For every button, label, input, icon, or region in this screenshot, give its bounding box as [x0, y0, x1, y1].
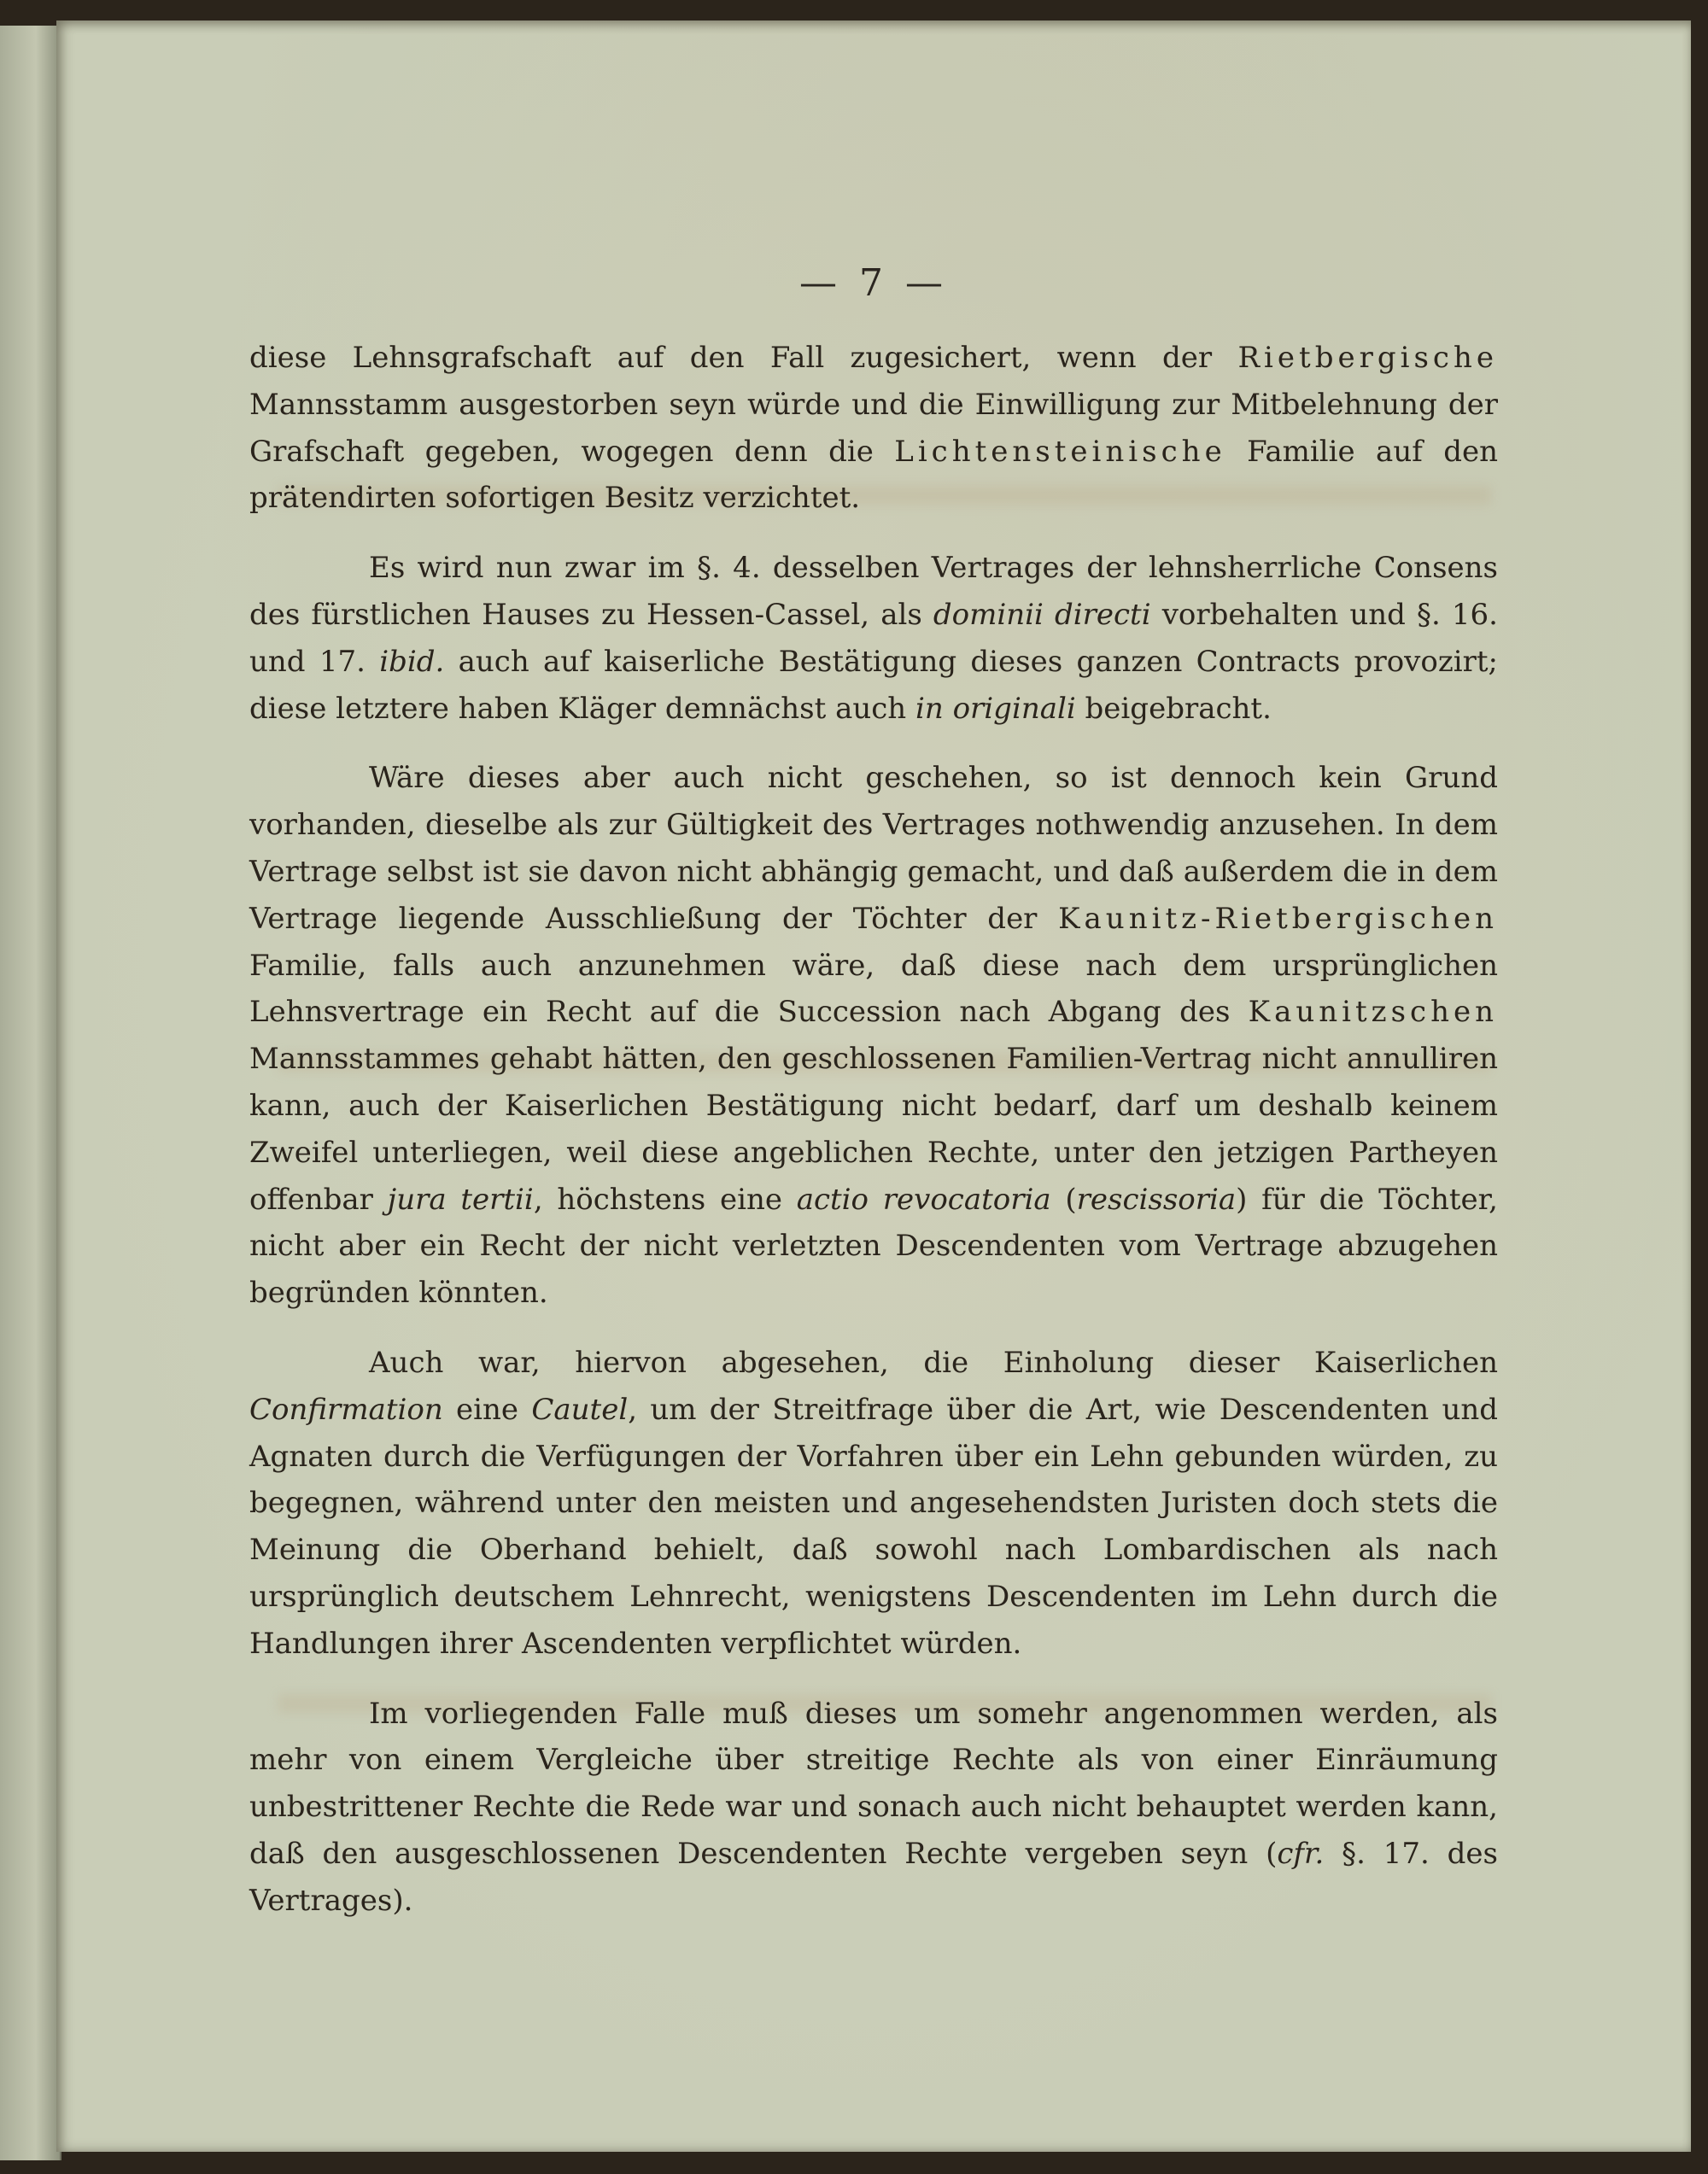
- book-page: [56, 20, 1691, 2152]
- text-run: ) für die Töchter, nicht aber ein Recht der nicht verletzten Descendenten vom Vertrage abzugehen begründen könnten.: [249, 1182, 1498, 1311]
- text-run: Familie, falls auch anzunehmen wäre, daß diese nach dem ursprünglichen Lehnsvertrage ein Recht auf die Succession nach Abgang des: [249, 948, 1498, 1030]
- text-run: (: [1050, 1182, 1077, 1217]
- latin-term: Confirmation: [249, 1392, 443, 1427]
- text-run: Auch war, hiervon abgesehen, die Einholung dieser Kaiserlichen: [369, 1345, 1498, 1380]
- latin-term: ibid.: [379, 644, 445, 679]
- text-run: Wäre dieses aber auch nicht geschehen, so ist dennoch kein Grund vorhanden, dieselbe als zur Gültigkeit des Vertrages nothwendig anzusehen. In dem Vertrage selbst ist sie davon nicht abhängig gemacht, und daß außerdem die in dem Vertrage liegende Ausschließung der Töchter der: [249, 761, 1498, 936]
- text-run: Mannsstammes gehabt hätten, den geschlossenen Familien-Vertrag nicht annulliren kann, auch der Kaiserlichen Bestätigung nicht bedarf, darf um deshalb keinem Zweifel unterliegen, weil diese angeblichen Rechte, unter den jetzigen Partheyen offenbar: [249, 1042, 1498, 1217]
- text-run: vorbehalten und §. 16. und 17.: [249, 597, 1498, 679]
- text-run: diese Lehnsgrafschaft auf den Fall zugesichert, wenn der: [249, 341, 1238, 375]
- text-run: Es wird nun zwar im §. 4. desselben Vertrages der lehnsherrliche Consens des fürstlichen Hauses zu Hessen-Cassel, als: [249, 551, 1498, 632]
- text-run: eine: [442, 1392, 532, 1427]
- text-run: auch auf kaiserliche Bestätigung dieses ganzen Contracts provozirt; diese letztere haben Kläger demnächst auch: [249, 644, 1498, 726]
- paragraph: [249, 755, 1498, 1317]
- paragraph: [249, 545, 1498, 732]
- page-number: — 7 —: [799, 261, 948, 305]
- latin-term: jura tertii: [387, 1182, 534, 1217]
- latin-term: in originali: [915, 691, 1076, 726]
- text-run: Familie auf den prätendirten sofortigen Besitz verzichtet.: [249, 434, 1498, 516]
- spaced-proper-name: Lichtensteinische: [894, 434, 1226, 469]
- latin-term: cfr.: [1277, 1836, 1325, 1871]
- spaced-proper-name: Rietbergische: [1237, 341, 1498, 375]
- body-text: [249, 335, 1498, 1948]
- text-run: , um der Streitfrage über die Art, wie Descendenten und Agnaten durch die Verfügungen der Vorfahren über ein Lehn gebunden würden, zu begegnen, während unter den meisten und angesehendsten Juristen doch stets die Meinung die Oberhand behielt, daß sowohl nach Lombardischen als nach ursprünglich deutschem Lehnrecht, wenigstens Descendenten im Lehn durch die Handlungen ihrer Ascendenten verpflichtet würden.: [249, 1392, 1499, 1661]
- text-run: beigebracht.: [1075, 691, 1272, 726]
- spaced-proper-name: Kaunitz-Rietbergischen: [1058, 901, 1498, 936]
- text-run: §. 17. des Vertrages).: [249, 1836, 1498, 1918]
- latin-term: Cautel: [531, 1392, 629, 1427]
- facing-page-edge: [0, 26, 61, 2160]
- latin-term: rescissoria: [1076, 1182, 1237, 1217]
- paragraph: [249, 1340, 1498, 1668]
- latin-term: actio revocatoria: [796, 1182, 1051, 1217]
- spaced-proper-name: Kaunitzschen: [1248, 995, 1498, 1030]
- text-run: Im vorliegenden Falle muß dieses um somehr angenommen werden, als mehr von einem Vergleiche über streitige Rechte als von einer Einräumung unbestrittener Rechte die Rede war und sonach auch nicht behauptet werden kann, daß den ausgeschlossenen Descendenten Rechte vergeben seyn (: [249, 1696, 1498, 1871]
- paragraph: [249, 335, 1498, 522]
- text-run: Mannsstamm ausgestorben seyn würde und die Einwilligung zur Mitbelehnung der Grafschaft gegeben, wogegen denn die: [249, 387, 1498, 469]
- latin-term: dominii directi: [933, 597, 1151, 632]
- text-run: , höchstens eine: [533, 1182, 797, 1217]
- paragraph: [249, 1691, 1498, 1925]
